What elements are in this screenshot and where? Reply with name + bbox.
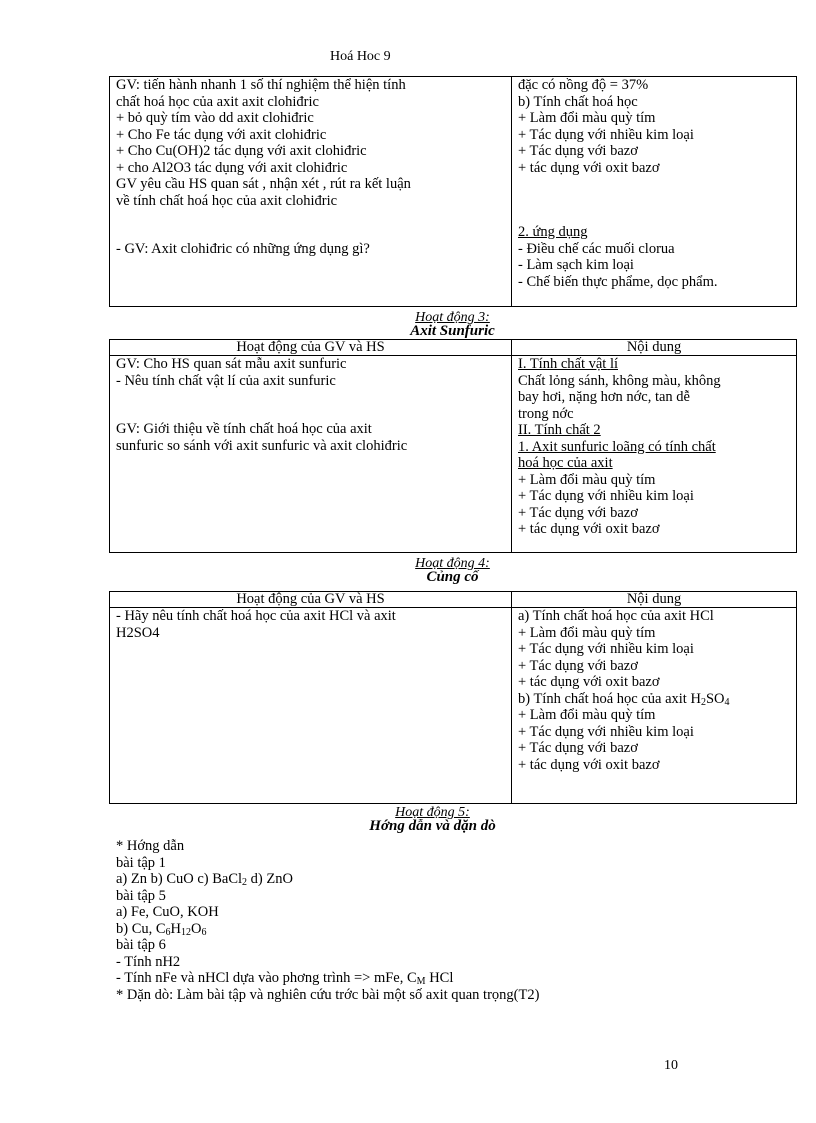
text-line: bài tập 6 <box>116 937 166 953</box>
text-line: + Tác dụng với nhiều kim loại <box>518 641 694 657</box>
text-line: GV: Giới thiệu về tính chất hoá học của axit <box>116 421 372 437</box>
text-line: + Tác dụng với nhiều kim loại <box>518 126 694 143</box>
text-line: đặc có nồng độ = 37% <box>518 77 649 93</box>
text-line: trong nớc <box>518 405 574 422</box>
text-line: sunfuric so sánh với axit sunfuric và axit clohiđric <box>116 437 408 454</box>
subheading: 2. ứng dụng <box>518 224 588 240</box>
text-line: b) Tính chất hoá học <box>518 93 638 110</box>
text-line: bay hơi, nặng hơn nớc, tan dễ <box>518 389 690 405</box>
text-line: a) Tính chất hoá học của axit HCl <box>518 608 714 624</box>
text-line: - Tính nFe và nHCl dựa vào phơng trình => mFe, $C_M$ HCl <box>116 970 454 987</box>
text-line: chất hoá học của axit axit clohiđric <box>116 93 319 110</box>
text-line: - Làm sạch kim loại <box>518 257 634 273</box>
column-header: Hoạt động của GV và HS <box>110 592 512 608</box>
text-line: + tác dụng với oxit bazơ <box>518 674 660 690</box>
text-line: H2SO4 <box>116 624 160 641</box>
text-line: bài tập 5 <box>116 887 166 904</box>
text-line: + Cho Cu(OH)2 tác dụng với axit clohiđric <box>116 143 367 159</box>
text-line: + Tác dụng với bazơ <box>518 504 638 521</box>
text-line: + Tác dụng với bazơ <box>518 657 638 674</box>
text-line: - Tính nH2 <box>116 953 181 970</box>
text-line: + cho Al2O3 tác dụng với axit clohiđric <box>116 159 348 176</box>
text-line: Chất lỏng sánh, không màu, không <box>518 372 721 389</box>
section-4-heading <box>109 557 796 585</box>
text-line: * Dặn dò: Làm bài tập và nghiên cứu trớc bài một số axit quan trọng(T2) <box>116 986 540 1003</box>
subheading: 1. Axit sunfuric loãng có tính chất <box>518 438 716 455</box>
text-line: GV: Cho HS quan sát mẫu axit sunfuric <box>116 356 347 372</box>
text-line: - Nêu tính chất vật lí của axit sunfuric <box>116 372 336 389</box>
text-line: + tác dụng với oxit bazơ <box>518 756 660 773</box>
homework-instructions <box>116 838 539 1003</box>
table3-right-cell <box>512 608 797 804</box>
text-line: + Làm đổi màu quỳ tím <box>518 110 656 126</box>
text-line: + tác dụng với oxit bazơ <box>518 521 660 537</box>
text-line: + Tác dụng với bazơ <box>518 740 638 756</box>
table1-left-cell <box>110 77 512 307</box>
table2-left-cell <box>110 356 512 553</box>
text-line: + Làm đổi màu quỳ tím <box>518 471 656 488</box>
table2-right-cell <box>512 356 797 553</box>
section-subtitle: Hoạt động 4: <box>415 556 490 571</box>
table-hcl-continued <box>109 76 797 307</box>
text-line: * Hớng dẫn <box>116 838 185 854</box>
table3-left-cell <box>110 608 512 804</box>
text-line: + Cho Fe tác dụng với axit clohiđric <box>116 126 327 143</box>
table-review <box>109 591 797 804</box>
page-header: Hoá Hoc 9 <box>330 49 391 64</box>
subheading: hoá học của axit <box>518 455 613 471</box>
subheading: II. Tính chất 2 <box>518 422 601 438</box>
section-5-heading <box>109 806 796 834</box>
column-header: Nội dung <box>512 592 797 608</box>
section-title: Hớng dẫn và dặn dò <box>369 818 496 834</box>
text-line: GV: tiến hành nhanh 1 số thí nghiệm thể hiện tính <box>116 77 406 93</box>
text-line: b) Tính chất hoá học của axit $H_2SO_4$ <box>518 690 730 708</box>
text-line: + Làm đổi màu quỳ tím <box>518 624 656 641</box>
text-line: + Tác dụng với bazơ <box>518 143 638 159</box>
text-line: + Tác dụng với nhiều kim loại <box>518 723 694 740</box>
section-3-heading <box>109 311 796 339</box>
section-title: Axit Sunfuric <box>410 323 495 339</box>
text-line: - GV: Axit clohiđric có những ứng dụng gì? <box>116 241 370 257</box>
subheading: I. Tính chất vật lí <box>518 356 618 372</box>
text-line: về tính chất hoá học của axit clohiđric <box>116 192 338 209</box>
page-number: 10 <box>664 1058 678 1073</box>
text-line: - Điều chế các muối clorua <box>518 240 675 257</box>
section-title: Củng cố <box>426 569 479 585</box>
section-subtitle: Hoạt động 3: <box>415 310 490 325</box>
text-line: bài tập 1 <box>116 854 166 871</box>
column-header: Nội dung <box>512 340 797 356</box>
column-header: Hoạt động của GV và HS <box>110 340 512 356</box>
text-line: + Làm đổi màu quỳ tím <box>518 707 656 723</box>
text-line: + bỏ quỳ tím vào dd axit clohiđric <box>116 110 314 126</box>
table-sulfuric-acid <box>109 339 797 553</box>
text-line: + tác dụng với oxit bazơ <box>518 159 660 176</box>
text-line: b) Cu, $C_6H_{12}O_6$ <box>116 920 207 938</box>
text-line: a) Fe, CuO, KOH <box>116 904 219 920</box>
text-line: + Tác dụng với nhiều kim loại <box>518 488 694 504</box>
text-line: GV yêu cầu HS quan sát , nhận xét , rút ra kết luận <box>116 176 411 192</box>
text-line: - Chế biến thực phẩme, dọc phẩm. <box>518 273 718 290</box>
section-subtitle: Hoạt động 5: <box>395 805 470 820</box>
text-line: a) Zn b) CuO c) BaCl$_2$ d) ZnO <box>116 871 293 888</box>
table1-right-cell <box>512 77 797 307</box>
text-line: - Hãy nêu tính chất hoá học của axit HCl và axit <box>116 608 396 624</box>
